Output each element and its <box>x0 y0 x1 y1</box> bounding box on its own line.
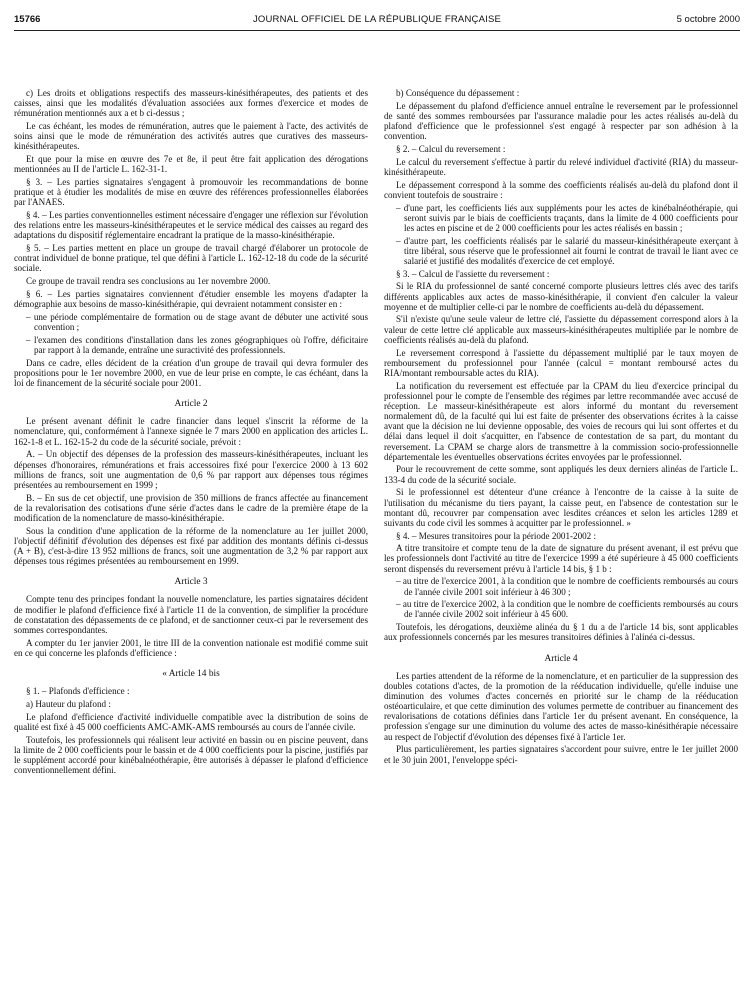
header-rule <box>14 30 740 31</box>
journal-title: JOURNAL OFFICIEL DE LA RÉPUBLIQUE FRANÇAISE <box>252 14 502 25</box>
paragraph: § 6. – Les parties signataires conviennent d'étudier ensemble les moyens d'adapter la démographie aux besoins de masso-kinésithérapie, qui devraient notamment consister en : <box>14 288 368 310</box>
paragraph: Le reversement correspond à l'assiette du dépassement multiplié par le taux moyen de remboursement du professionnel pour l'année (calcul = montant remboursé actes du RIA/montant remboursable actes du RIA). <box>384 347 738 378</box>
page-number: 15766 <box>14 14 41 25</box>
paragraph: Dans ce cadre, elles décident de la création d'un groupe de travail qui devra formuler des propositions pour le 1er novembre 2000, en vue de leur prise en compte, le cas échéant, dans la loi de financement de la sécurité sociale pour 2001. <box>14 357 368 388</box>
paragraph: c) Les droits et obligations respectifs des masseurs-kinésithérapeutes, des patients et des caisses, ainsi que les modalités d'évaluation associées aux formes d'exercice et modes de rémunération mentionnés aux a et b ci-dessus ; <box>14 88 368 119</box>
list-item: – l'examen des conditions d'installation dans les zones géographiques où l'offre, déficitaire par rapport à la demande, entraîne une suractivité des professionnels. <box>26 334 368 355</box>
paragraph: Pour le recouvrement de cette somme, sont appliqués les deux derniers alinéas de l'article L. 133-4 du code de la sécurité sociale. <box>384 464 738 485</box>
paragraph: Ce groupe de travail rendra ses conclusions au 1er novembre 2000. <box>26 276 271 287</box>
article-heading: Article 2 <box>174 399 208 410</box>
page-header <box>14 14 740 28</box>
paragraph: Le dépassement correspond à la somme des coefficients réalisés au-delà du plafond dont il convient toutefois de soustraire : <box>384 179 738 200</box>
paragraph: b) Conséquence du dépassement : <box>396 88 520 98</box>
list-item: – d'autre part, les coefficients réalisés par le salarié du masseur-kinésithérapeute exerçant à titre libéral, sous réserve que le professionnel ait fourni le contrat de travail le liant avec ce salarié et justifié des modalités d'exercice de cet employé. <box>396 235 738 266</box>
paragraph: § 1. – Plafonds d'efficience : <box>26 686 130 697</box>
article-heading: « Article 14 bis <box>162 668 220 679</box>
paragraph: Compte tenu des principes fondant la nouvelle nomenclature, les parties signataires décident de modifier le plafond d'efficience fixé à l'article 11 de la convention, de simplifier la procédure de constatation des dépassements de ce plafond, et de sanctionner ceux-ci par le reversement des sommes correspondantes. <box>14 594 368 635</box>
paragraph: § 5. – Les parties mettent en place un groupe de travail chargé d'élaborer un protocole de contrat individuel de bonne pratique, tel que défini à l'article L. 162-12-18 du code de la sécurité sociale. <box>14 243 368 274</box>
list-item: – au titre de l'exercice 2002, à la condition que le nombre de coefficients remboursés au cours de l'année civile 2002 soit inférieur à 45 600. <box>396 599 738 620</box>
paragraph: A compter du 1er janvier 2001, le titre III de la convention nationale est modifié comme suit en ce qui concerne les plafonds d'efficience : <box>14 637 368 658</box>
paragraph: S'il n'existe qu'une seule valeur de lettre clé, l'assiette du dépassement correspond alors à la valeur de cette lettre clé applicable aux masseurs-kinésithérapeutes multipliée par le nombre de coefficients réalisés au-delà du plafond. <box>384 314 738 345</box>
paragraph: Toutefois, les dérogations, deuxième alinéa du § 1 du a de l'article 14 bis, sont applicables aux professionnels concernés par les mesures transitoires définies à l'alinéa ci-dessus. <box>384 622 738 643</box>
paragraph: La notification du reversement est effectuée par la CPAM du lieu d'exercice principal du professionnel pour le compte de l'ensemble des régimes par lettre recommandée avec accusé de réception. Le masseur-kinésithérapeute est alors informé du montant du reversement normalement dû, de la faculté qui lui est faite de présenter des observations écrites à la caisse avant que la décision ne lui devienne opposable, des voies de recours qui lui sont offertes et du délai dans lequel il doit s'acquitter, en l'absence de contestation de sa part, du montant du reversement. La CPAM se charge alors de transmettre à la commission socio-professionnelle départementale les éventuelles observations écrites envoyées par le professionnel. <box>384 380 738 462</box>
left-column <box>14 88 368 778</box>
paragraph: § 3. – Calcul de l'assiette du reversement : <box>396 268 550 279</box>
paragraph: Toutefois, les professionnels qui réalisent leur activité en bassin ou en piscine peuvent, dans la limite de 2 000 coefficients pour le bassin et de 4 000 coefficients pour la piscine, justifiés par le supplément accordé pour kinébalnéothérapie, être autorisés à dépasser le plafond d'efficience conventionnellement défini. <box>14 734 368 775</box>
paragraph: Les parties attendent de la réforme de la nomenclature, et en particulier de la suppression des doubles cotations d'actes, de la promotion de la rééducation individuelle, qu'elle induise une diminution des volumes d'actes concernés en priorité sur le champ de la rééducation ostéoarticulaire, et que cette diminution des volumes permette de contribuer au financement des revalorisations de cotations définies dans l'article 1er du présent avenant. En conséquence, la profession s'engage sur une diminution du volume des actes de masso-kinésithérapie nécessaire au respect de l'objectif d'évolution des dépenses fixé à l'article 1er. <box>384 670 738 742</box>
article-heading: Article 4 <box>544 653 578 664</box>
paragraph: Le présent avenant définit le cadre financier dans lequel s'inscrit la réforme de la nomenclature, qui, conformément à l'annexe signée le 7 mars 2000 en application des articles L. 162-1-8 et L. 162-15-2 du code de la sécurité sociale, prévoit : <box>14 416 368 447</box>
paragraph: Le calcul du reversement s'effectue à partir du relevé individuel d'activité (RIA) du masseur-kinésithérapeute. <box>384 156 738 177</box>
issue-date: 5 octobre 2000 <box>676 14 740 25</box>
paragraph: § 3. – Les parties signataires s'engagent à promouvoir les recommandations de bonne pratique et à étudier les modalités de mise en œuvre des références professionnelles élaborées par l'ANAES. <box>14 177 368 208</box>
paragraph: Plus particulièrement, les parties signataires s'accordent pour suivre, entre le 1er juillet 2000 et le 30 juin 2001, l'enveloppe spéci- <box>384 744 738 765</box>
list-item: – au titre de l'exercice 2001, à la condition que le nombre de coefficients remboursés au cours de l'année civile 2001 soit inférieur à 46 300 ; <box>396 576 738 597</box>
list-item: – d'une part, les coefficients liés aux suppléments pour les actes de kinébalnéothérapie, qui seront suivis par le biais de coefficients traçants, dans la limite de 4 000 coefficients pour les actes en piscine et de 2 000 coefficients pour les actes réalisés en bassin ; <box>396 202 738 233</box>
paragraph: a) Hauteur du plafond : <box>26 698 111 709</box>
paragraph: A titre transitoire et compte tenu de la date de signature du présent avenant, il est prévu que les professionnels dont l'activité au titre de l'exercice 1999 a été supérieure à 45 000 coefficients seront dispensés du reversement prévu à l'article 14 bis, § 1 b : <box>384 543 738 574</box>
list-item: – une période complémentaire de formation ou de stage avant de débuter une activité sous convention ; <box>26 311 368 333</box>
paragraph: Et que pour la mise en œuvre des 7e et 8e, il peut être fait application des dérogations mentionnées au II de l'article L. 162-31-1. <box>14 154 368 175</box>
paragraph: Le cas échéant, les modes de rémunération, autres que le paiement à l'acte, des activités de soins ainsi que le mode de rémunération des activités autres que curatives des masseurs-kinésithérapeutes. <box>14 121 368 152</box>
paragraph: § 4. – Les parties conventionnelles estiment nécessaire d'engager une réflexion sur l'évolution des relations entre les masseurs-kinésithérapeutes et le service médical des caisses au regard des adaptations du dispositif réglementaire encadrant la pratique de la masso-kinésithérapie. <box>14 210 368 241</box>
paragraph: Le plafond d'efficience d'activité individuelle compatible avec la distribution de soins de qualité est fixé à 45 000 coefficients AMC-AMK-AMS remboursés au cours de l'année civile. <box>14 711 368 732</box>
paragraph: Sous la condition d'une application de la réforme de la nomenclature au 1er juillet 2000, l'objectif définitif d'évolution des dépenses est fixé par addition des montants définis ci-dessus (A + B), c'est-à-dire 13 952 millions de francs, soit une augmentation de 3,2 % par rapport aux dépenses tous régimes présentées au remboursement en 1999. <box>14 525 368 567</box>
article-heading: Article 3 <box>174 577 208 588</box>
paragraph: Le dépassement du plafond d'efficience annuel entraîne le reversement par le professionnel de santé des sommes remboursées par l'assurance maladie pour les actes réalisés au-delà du plafond d'efficience que le professionnel s'est engagé à respecter par son adhésion à la convention. <box>384 100 738 142</box>
paragraph: § 4. – Mesures transitoires pour la période 2001-2002 : <box>396 530 597 541</box>
paragraph: Si le RIA du professionnel de santé concerné comporte plusieurs lettres clés avec des tarifs différents applicables aux actes de masso-kinésithérapie, il convient d'en calculer la valeur moyenne et de multiplier celle-ci par le nombre de coefficients au-delà du dépassement. <box>384 281 738 312</box>
paragraph: A. – Un objectif des dépenses de la profession des masseurs-kinésithérapeutes, incluant les dépenses d'honoraires, rémunérations et frais accessoires fixé pour l'exercice 2000 à 13 602 millions de francs, soit une augmentation de 0,6 % par rapport aux dépenses tous régimes présentées au remboursement en 1999 ; <box>14 449 368 490</box>
paragraph: B. – En sus de cet objectif, une provision de 350 millions de francs affectée au financement de la revalorisation des cotisations d'une série d'actes dans le cadre de la première étape de la modification de la nomenclature de masso-kinésithérapie. <box>14 492 368 523</box>
paragraph: Si le professionnel est détenteur d'une créance à l'encontre de la caisse à la suite de l'utilisation du mécanisme du tiers payant, la caisse peut, en l'absence de contestation sur le montant dû, recouvrer par compensation avec lesdites créances et selon les articles 1289 et suivants du code civil les sommes à acquitter par le professionnel. » <box>384 487 738 528</box>
right-column <box>384 88 738 767</box>
paragraph: § 2. – Calcul du reversement : <box>396 143 506 154</box>
